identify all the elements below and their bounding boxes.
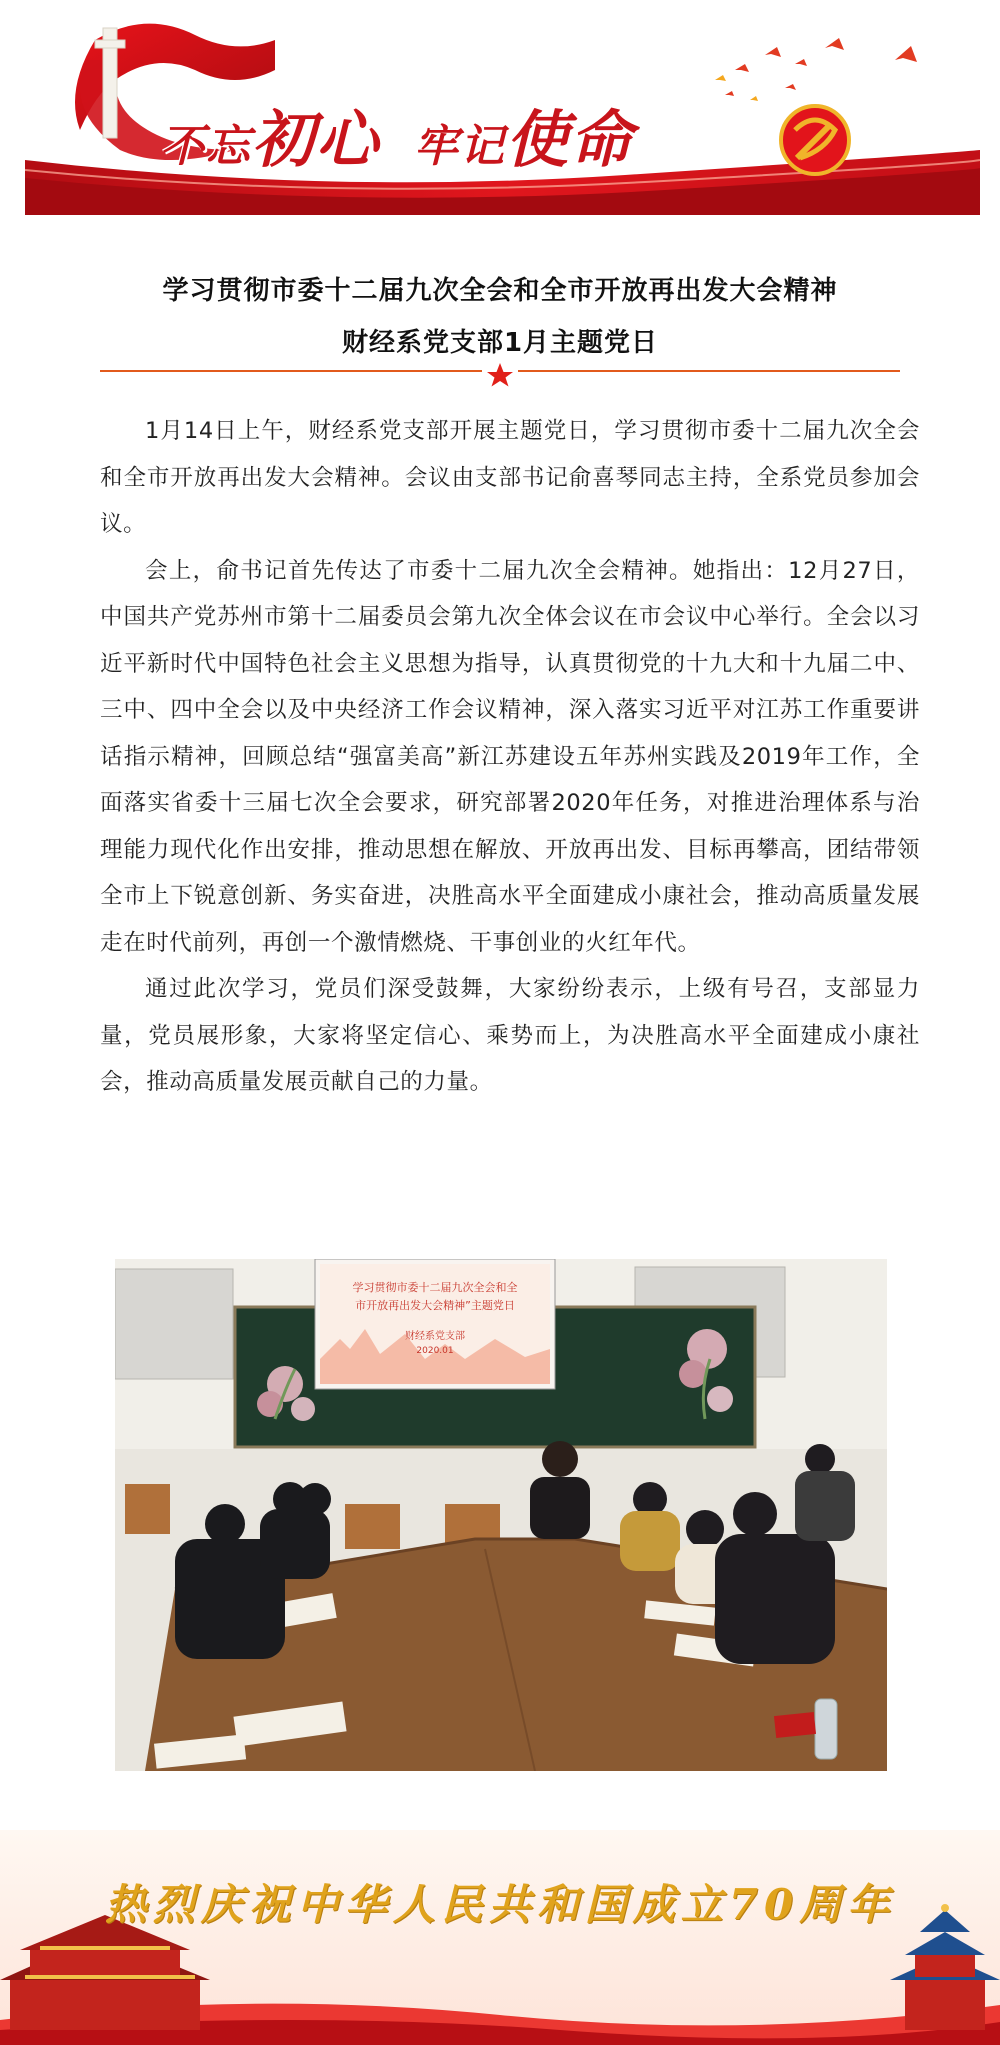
banner-slogan [160,90,635,176]
screen-date: 2020.01 [416,1346,454,1356]
article-title [0,265,1000,369]
paragraph-1: 1月14日上午，财经系党支部开展主题党日，学习贯彻市委十二届九次全会和全市开放再出发大会精神。会议由支部书记俞喜琴同志主持，全系党员参加会议。 [100,418,920,537]
title-line1: 学习贯彻市委十二届九次全会和全市开放再出发大会精神 [162,276,838,306]
title-line2: 财经系党支部1月主题党日 [341,328,659,358]
screen-line1: 学习贯彻市委十二届九次全会和全 [352,1281,518,1294]
slogan-part2: 初心 [252,103,381,176]
header-banner [25,0,980,215]
paragraph-3: 通过此次学习，党员们深受鼓舞，大家纷纷表示，上级有号召，支部显力量，党员展形象，大家将坚定信心、乘势而上，为决胜高水平全面建成小康社会，推动高质量发展贡献自己的力量。 [100,976,920,1095]
title-divider [100,363,900,387]
meeting-photo-illustration [115,1259,887,1771]
screen-line2: 市开放再出发大会精神”主题党日 [355,1299,515,1312]
divider-star-icon [487,363,513,387]
screen-dept: 财经系党支部 [405,1331,465,1342]
footer-banner [0,1830,1000,2045]
slogan-part3: 牢记 [414,121,507,172]
slogan-part1: 不忘 [160,121,252,172]
slogan-part4: 使命 [506,103,635,176]
article-body [100,408,920,1106]
meeting-photo [115,1259,887,1771]
paragraph-2: 会上，俞书记首先传达了市委十二届九次全会精神。她指出：12月27日，中国共产党苏州市第十二届委员会第九次全体会议在市会议中心举行。全会以习近平新时代中国特色社会主义思想为指导，认真贯彻党的十九大和十九届二中、三中、四中全会以及中央经济工作会议精神，深入落实习近平对江苏工作重要讲话指示精神，回顾总结“强富美高”新江苏建设五年苏州实践及2019年工作，全面落实省委十三届七次全会要求，研究部署2020年任务，对推进治理体系与治理能力现代化作出安排，推动思想在解放、开放再出发、目标再攀高，团结带领全市上下锐意创新、务实奋进，决胜高水平全面建成小康社会，推动高质量发展走在时代前列，再创一个激情燃烧、干事创业的火红年代。 [100,557,920,956]
footer-slogan: 热烈庆祝中华人民共和国成立70周年 [104,1880,896,1929]
footer-graphic [0,1830,1000,2045]
